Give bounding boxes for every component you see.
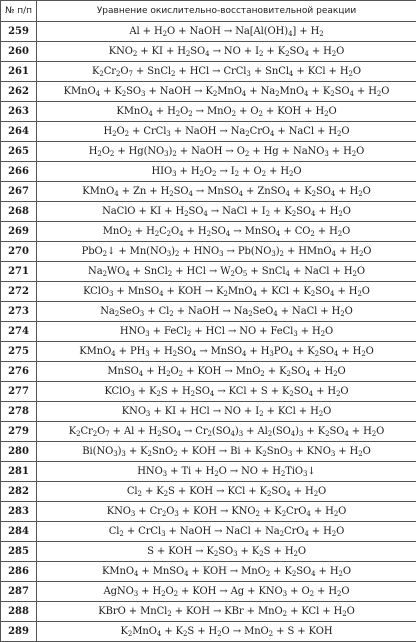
reaction-equation: KMnO$_4$ + $Zn + H_2SO_4$ → MnSO$_4$ + ZnSO$_4$ + $K_2SO_4 + H_2O$ [37, 182, 416, 202]
table-row [1, 322, 416, 342]
reaction-equation: S + KOH → $K_2SO_3 + K_2S + H_2O$ [37, 542, 416, 562]
table-row [1, 302, 416, 322]
table-row [1, 142, 416, 162]
row-number: 281 [1, 462, 37, 482]
row-number: 272 [1, 282, 37, 302]
reaction-equation: KMnO$_4$ + $PH_3 + H_2SO_4$ → MnSO$_4$ + $H_3PO_4 + K_2SO_4 + H_2O$ [37, 342, 416, 362]
row-number: 274 [1, 322, 37, 342]
row-number: 273 [1, 302, 37, 322]
reaction-equation: $Bi(NO_3)_3 + K_2SnO_2$ + KOH → $Bi + K_2SnO_3 + KNO_3 + H_2O$ [37, 442, 416, 462]
row-number: 289 [1, 622, 37, 642]
row-number: 268 [1, 202, 37, 222]
row-number: 283 [1, 502, 37, 522]
table-header-row [1, 1, 416, 22]
row-number: 263 [1, 102, 37, 122]
row-number: 285 [1, 542, 37, 562]
reaction-equation: $KNO_3 + Cr_2O_3$ + KOH → $KNO_2 + K_2CrO_4 + H_2O$ [37, 502, 416, 522]
row-number: 265 [1, 142, 37, 162]
reaction-equation: $HNO_3 + Ti + H_2O$ → NO + $H_2TiO_3↓$ [37, 462, 416, 482]
table-row [1, 202, 416, 222]
row-number: 275 [1, 342, 37, 362]
row-number: 277 [1, 382, 37, 402]
reaction-equation: $HIO_3 + H_2O_2 \to I_2 + O_2 + H_2O$ [37, 162, 416, 182]
table-row [1, 42, 416, 62]
table-row [1, 242, 416, 262]
table-row [1, 22, 416, 42]
table-row [1, 462, 416, 482]
table-row [1, 502, 416, 522]
row-number: 278 [1, 402, 37, 422]
row-number: 266 [1, 162, 37, 182]
row-number: 264 [1, 122, 37, 142]
column-header-equation: Уравнение окислительно-восстановительной реакции [37, 1, 416, 22]
table-row [1, 522, 416, 542]
table-row [1, 222, 416, 242]
reaction-equation: $K_2MnO_4 + K_2S + H_2O \to MnO_2 + S$ + KOH [37, 622, 416, 642]
reaction-equation: $H_2O_2 + Hg(NO_3)_2$ + NaOH → $O_2 + Hg$ + NaNO$_3$ + $H_2O$ [37, 142, 416, 162]
table-row [1, 342, 416, 362]
reaction-equation: MnSO$_4$ + $H_2O_2$ + KOH → $MnO_2 + K_2SO_4 + H_2O$ [37, 362, 416, 382]
row-number: 286 [1, 562, 37, 582]
row-number: 279 [1, 422, 37, 442]
reaction-equation: $HNO_3$ + FeCl$_2$ + HCl → NO + FeCl$_3$ + $H_2O$ [37, 322, 416, 342]
table-row [1, 442, 416, 462]
row-number: 270 [1, 242, 37, 262]
column-header-number: № п/п [1, 1, 37, 22]
reaction-equation: KClO$_3$ + MnSO$_4$ + KOH → $K_2MnO_4$ + KCl + $K_2SO_4 + H_2O$ [37, 282, 416, 302]
reaction-equation: $Cl_2 + K_2S$ + KOH → KCl + $K_2SO_4 + H_2O$ [37, 482, 416, 502]
row-number: 288 [1, 602, 37, 622]
table-row [1, 362, 416, 382]
reaction-equation: $Na_2SeO_3 + Cl_2$ + NaOH → $Na_2SeO_4$ + NaCl + $H_2O$ [37, 302, 416, 322]
row-number: 280 [1, 442, 37, 462]
table-row [1, 262, 416, 282]
table-row [1, 422, 416, 442]
row-number: 271 [1, 262, 37, 282]
reaction-equation: PbO$_2$↓ + $Mn(NO_3)_2 + HNO_3 \to Pb(NO_3)_2$ + HMnO$_4$ + $H_2O$ [37, 242, 416, 262]
reaction-equation: KMnO$_4$ + $K_2SO_3$ + NaOH → $K_2MnO_4 + Na_2MnO_4 + K_2SO_4 + H_2O$ [37, 82, 416, 102]
table-row [1, 482, 416, 502]
reaction-equation: $K_2Cr_2O_7$ + SnCl$_2$ + HCl → CrCl$_3$ + SnCl$_4$ + KCl + $H_2O$ [37, 62, 416, 82]
table-row [1, 282, 416, 302]
reaction-equation: KClO$_3$ + $K_2S + H_2SO_4$ → KCl + $S + K_2SO_4 + H_2O$ [37, 382, 416, 402]
table-row [1, 162, 416, 182]
reaction-equation: $K_2Cr_2O_7 + Al + H_2SO_4 \to Cr_2(SO_4)_3 + Al_2(SO_4)_3 + K_2SO_4 + H_2O$ [37, 422, 416, 442]
row-number: 267 [1, 182, 37, 202]
reaction-equation: KBrO + MnCl$_2$ + KOH → KBr + MnO$_2$ + KCl + $H_2O$ [37, 602, 416, 622]
table-row [1, 102, 416, 122]
reaction-equation: $MnO_2 + H_2C_2O_4 + H_2SO_4$ → MnSO$_4$ + $CO_2 + H_2O$ [37, 222, 416, 242]
row-number: 262 [1, 82, 37, 102]
table-row [1, 62, 416, 82]
reaction-equation: NaClO + KI + $H_2SO_4$ → NaCl + $I_2 + K_2SO_4 + H_2O$ [37, 202, 416, 222]
reaction-equation: $KNO_2$ + KI + $H_2SO_4$ → NO + $I_2 + K_2SO_4 + H_2O$ [37, 42, 416, 62]
row-number: 269 [1, 222, 37, 242]
row-number: 276 [1, 362, 37, 382]
reaction-equation: $Cl_2$ + CrCl$_3$ + NaOH → NaCl + $Na_2CrO_4 + H_2O$ [37, 522, 416, 542]
row-number: 260 [1, 42, 37, 62]
table-row [1, 182, 416, 202]
table-row [1, 622, 416, 642]
row-number: 282 [1, 482, 37, 502]
table-row [1, 382, 416, 402]
table-row [1, 562, 416, 582]
row-number: 287 [1, 582, 37, 602]
table-row [1, 582, 416, 602]
reaction-equation: KMnO$_4$ + MnSO$_4$ + KOH → $MnO_2 + K_2SO_4 + H_2O$ [37, 562, 416, 582]
reaction-equation: $KNO_3$ + KI + HCl → NO + $I_2$ + KCl + $H_2O$ [37, 402, 416, 422]
table-row [1, 402, 416, 422]
table-row [1, 82, 416, 102]
row-number: 284 [1, 522, 37, 542]
table-row [1, 122, 416, 142]
reaction-equation: KMnO$_4$ + $H_2O_2 \to MnO_2 + O_2$ + KOH + $H_2O$ [37, 102, 416, 122]
reaction-equation: $Al + H_2O$ + NaOH → $Na[Al(OH)_4] + H_2$ [37, 22, 416, 42]
table-row [1, 542, 416, 562]
row-number: 261 [1, 62, 37, 82]
reaction-equation: $Na_2WO_4$ + SnCl$_2$ + HCl → $W_2O_5$ + SnCl$_4$ + NaCl + $H_2O$ [37, 262, 416, 282]
reaction-equation: $H_2O_2$ + CrCl$_3$ + NaOH → $Na_2CrO_4$ + NaCl + $H_2O$ [37, 122, 416, 142]
table-row [1, 602, 416, 622]
row-number: 259 [1, 22, 37, 42]
reaction-equation: AgNO$_3$ + $H_2O_2$ + KOH → $Ag + KNO_3 + O_2 + H_2O$ [37, 582, 416, 602]
